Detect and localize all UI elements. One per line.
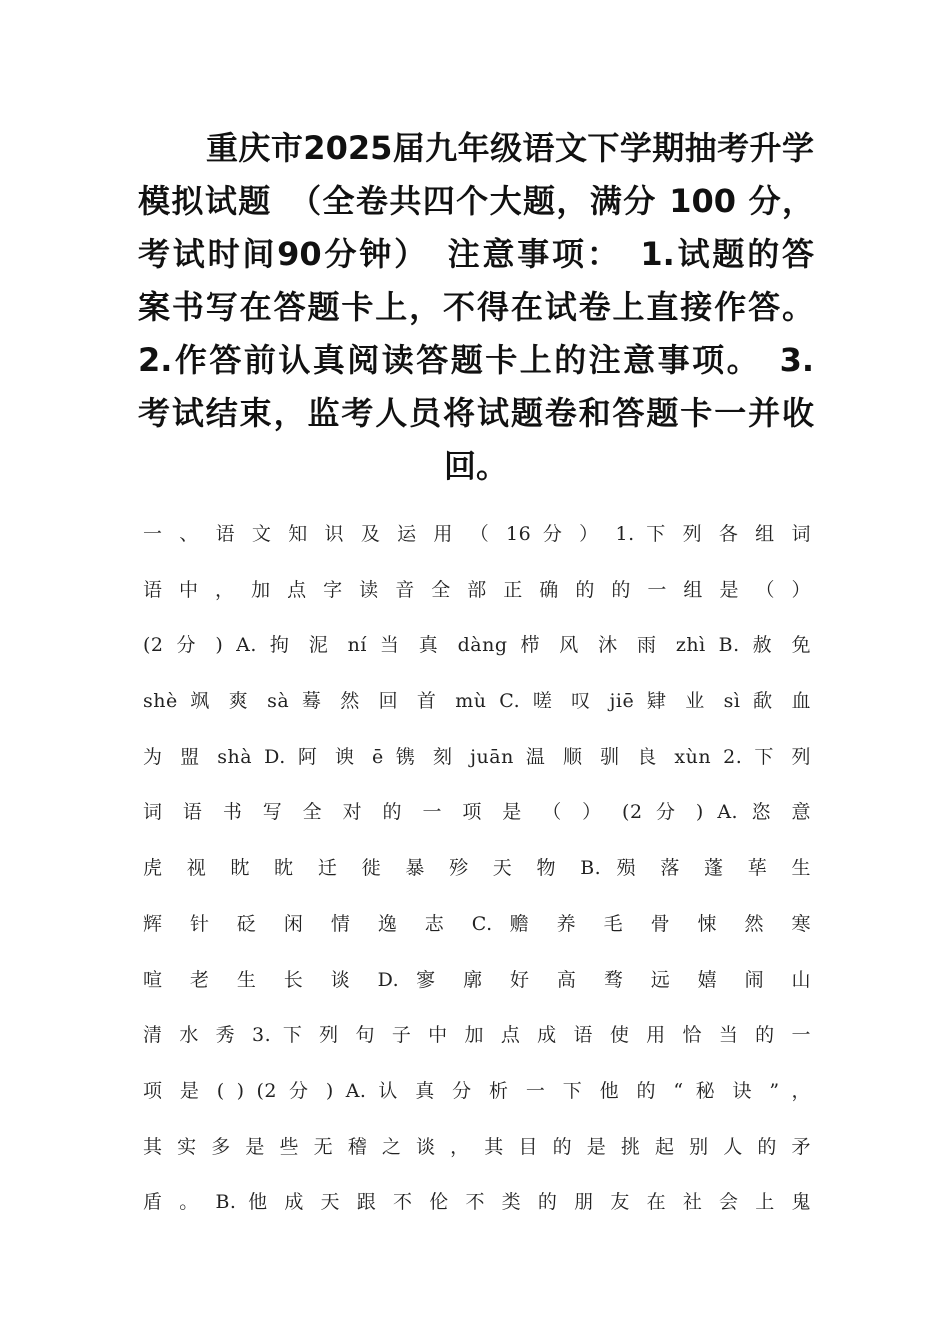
body-line: 虎 视 眈 眈 迁 徙 暴 殄 天 物 B. 殒 落 蓬 荜 生	[143, 857, 811, 880]
body-line: 词 语 书 写 全 对 的 一 项 是 （ ） (2 分 ) A. 恣 意	[143, 801, 811, 824]
body-line: 辉 针 砭 闲 情 逸 志 C. 赡 养 毛 骨 悚 然 寒	[143, 912, 811, 935]
exam-title-block	[138, 122, 814, 493]
title-line: 重庆市2025届九年级语文下学期抽考升学	[206, 129, 814, 167]
body-line: 语 中 ， 加 点 字 读 音 全 部 正 确 的 的 一 组 是 （ ）	[143, 578, 811, 601]
body-line: 一 、 语 文 知 识 及 运 用 （ 16 分 ） 1. 下 列 各 组 词	[143, 523, 811, 545]
title-line: 案书写在答题卡上，不得在试卷上直接作答。	[138, 288, 814, 326]
question-body	[143, 513, 811, 1237]
body-line: (2 分 ) A. 拘 泥 ní 当 真 dàng 栉 风 沐 雨 zhì B. 赦 免	[143, 634, 811, 657]
body-line: 项 是 ( ) (2 分 ) A. 认 真 分 析 一 下 他 的 “ 秘 诀 ” ，	[143, 1079, 811, 1102]
body-line: 为 盟 shà D. 阿 谀 ē 镌 刻 juān 温 顺 驯 良 xùn 2. 下 列	[143, 745, 811, 768]
title-line: 回。	[443, 447, 508, 485]
title-line: 考试时间90分钟） 注意事项： 1.试题的答	[138, 235, 814, 273]
title-line: 考试结束，监考人员将试题卷和答题卡一并收	[138, 394, 814, 432]
body-line: shè 飒 爽 sà 蓦 然 回 首 mù C. 嗟 叹 jiē 肄 业 sì 歃 血	[143, 690, 811, 713]
title-line: 2.作答前认真阅读答题卡上的注意事项。 3.	[138, 341, 814, 379]
body-line: 清 水 秀 3. 下 列 句 子 中 加 点 成 语 使 用 恰 当 的 一	[143, 1024, 811, 1047]
body-line: 喧 老 生 长 谈 D. 寥 廓 好 高 骛 远 嬉 闹 山	[143, 968, 811, 991]
body-line: 其 实 多 是 些 无 稽 之 谈 ， 其 目 的 是 挑 起 别 人 的 矛	[143, 1135, 811, 1158]
title-line: 模拟试题 （全卷共四个大题，满分 100 分，	[138, 182, 814, 220]
body-line: 盾 。 B. 他 成 天 跟 不 伦 不 类 的 朋 友 在 社 会 上 鬼	[143, 1191, 811, 1214]
